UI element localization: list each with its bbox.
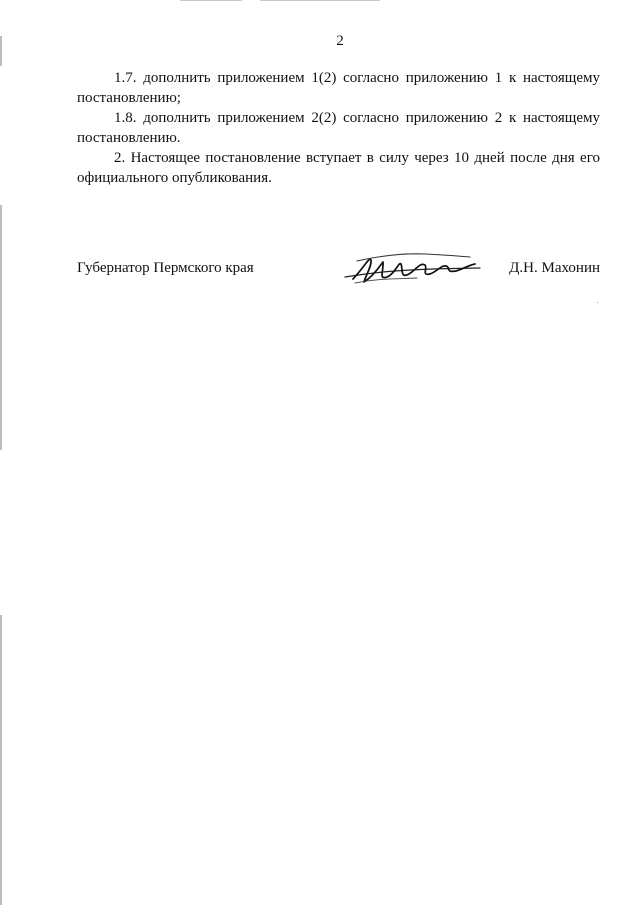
signatory-name: Д.Н. Махонин	[509, 260, 600, 276]
paragraph-1-7: 1.7. дополнить приложением 1(2) согласно приложению 1 к настоящему постановлению;	[77, 70, 600, 106]
document-body	[77, 68, 600, 188]
scan-top-mark-1	[180, 0, 242, 1]
page-number: 2	[336, 33, 344, 49]
scan-left-edge-middle	[0, 205, 2, 450]
signature-row	[77, 258, 600, 292]
handwritten-signature	[335, 249, 485, 289]
scan-top-mark-2	[260, 0, 380, 1]
paragraph-1-8: 1.8. дополнить приложением 2(2) согласно приложению 2 к настоящему постановлению.	[77, 110, 600, 146]
scan-speck	[597, 302, 598, 303]
paragraph-2: 2. Настоящее постановление вступает в силу через 10 дней после дня его официального опубликования.	[77, 150, 600, 186]
scan-left-edge-bottom	[0, 615, 2, 905]
signatory-position: Губернатор Пермского края	[77, 260, 254, 276]
